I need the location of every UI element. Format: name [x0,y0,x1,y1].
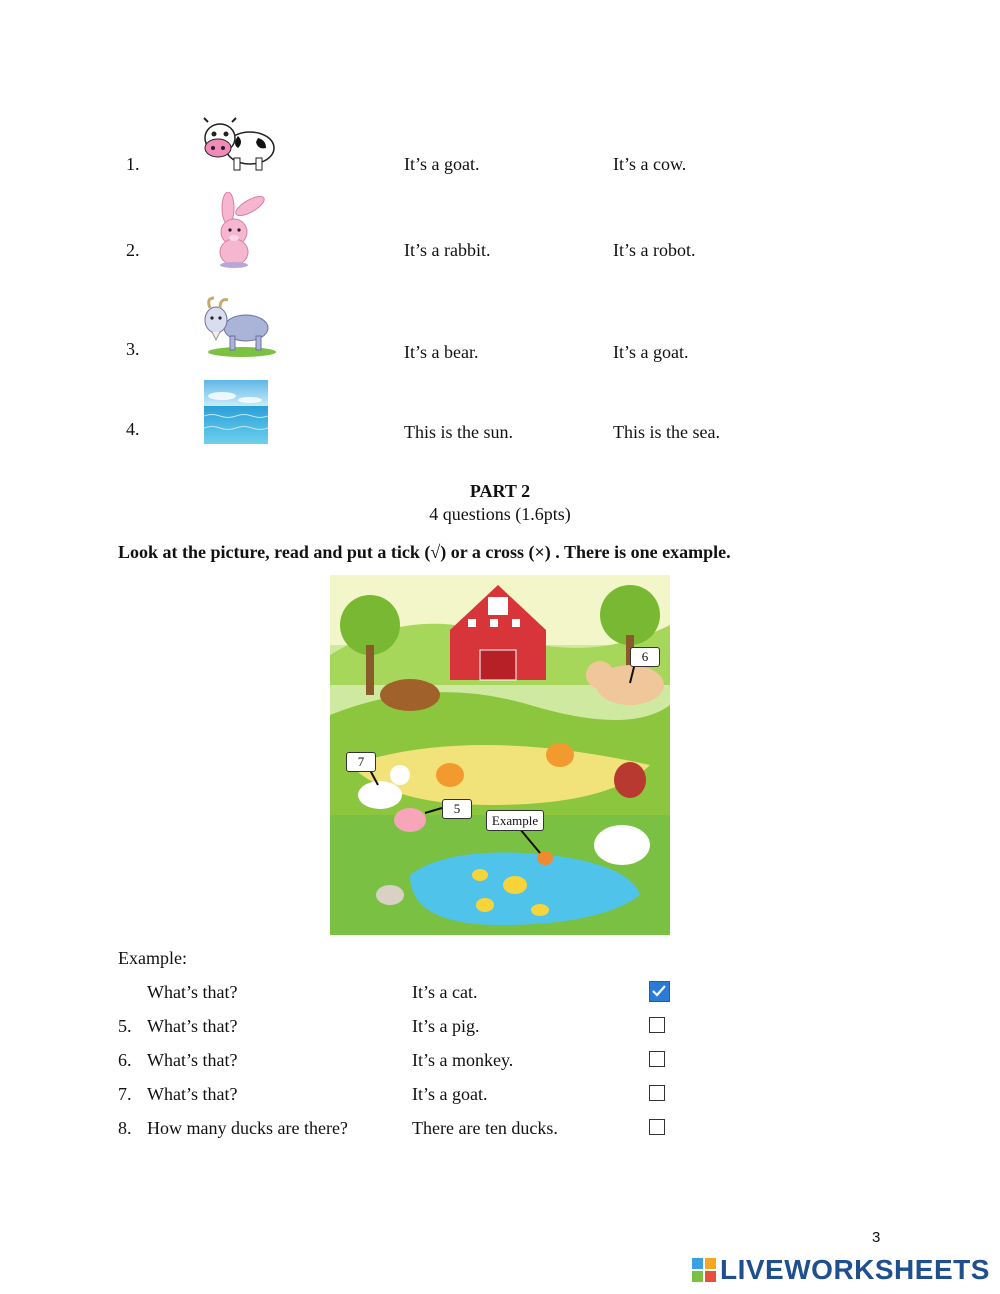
answer-checkbox-6[interactable] [649,1051,665,1067]
part2-instruction: Look at the picture, read and put a tick (√) or a cross (×) . There is one example. [118,542,731,562]
example-heading: Example: [118,948,187,968]
liveworksheets-logo-icon [692,1258,716,1282]
row-number: 1. [126,154,140,174]
picture-label-5: 5 [442,799,472,819]
picture-label-example: Example [486,810,544,831]
answer-checkbox-8[interactable] [649,1119,665,1135]
row-number: 4. [126,419,140,439]
option-b: It’s a goat. [613,342,689,362]
cow-image [198,116,278,174]
part2-title: PART 2 [469,481,531,501]
item-question: How many ducks are there? [147,1118,348,1138]
item-answer: There are ten ducks. [412,1118,558,1138]
option-a: It’s a bear. [404,342,479,362]
row-number: 2. [126,240,140,260]
picture-label-6: 6 [630,647,660,667]
item-question: What’s that? [147,982,238,1002]
row-number: 3. [126,339,140,359]
option-b: This is the sea. [613,422,720,442]
item-number: 8. [118,1118,132,1138]
sea-image [204,380,268,444]
option-b: It’s a robot. [613,240,696,260]
goat-image [198,296,278,358]
item-number: 6. [118,1050,132,1070]
item-answer: It’s a monkey. [412,1050,514,1070]
brand-name[interactable]: LIVEWORKSHEETS [720,1254,990,1285]
option-a: It’s a goat. [404,154,480,174]
item-question: What’s that? [147,1050,238,1070]
rabbit-image [206,192,270,268]
item-answer: It’s a pig. [412,1016,480,1036]
option-a: This is the sun. [404,422,514,442]
option-a: It’s a rabbit. [404,240,491,260]
checkmark-icon [650,982,668,1000]
item-question: What’s that? [147,1084,238,1104]
page-number: 3 [872,1229,881,1246]
item-number: 5. [118,1016,132,1036]
part2-subtitle: 4 questions (1.6pts) [429,504,571,524]
option-b: It’s a cow. [613,154,687,174]
item-answer: It’s a goat. [412,1084,488,1104]
item-number: 7. [118,1084,132,1104]
farm-picture [330,575,670,935]
example-checkbox[interactable] [649,981,670,1002]
item-answer: It’s a cat. [412,982,478,1002]
farm-scene-image [330,575,670,935]
picture-label-7: 7 [346,752,376,772]
answer-checkbox-5[interactable] [649,1017,665,1033]
item-question: What’s that? [147,1016,238,1036]
answer-checkbox-7[interactable] [649,1085,665,1101]
